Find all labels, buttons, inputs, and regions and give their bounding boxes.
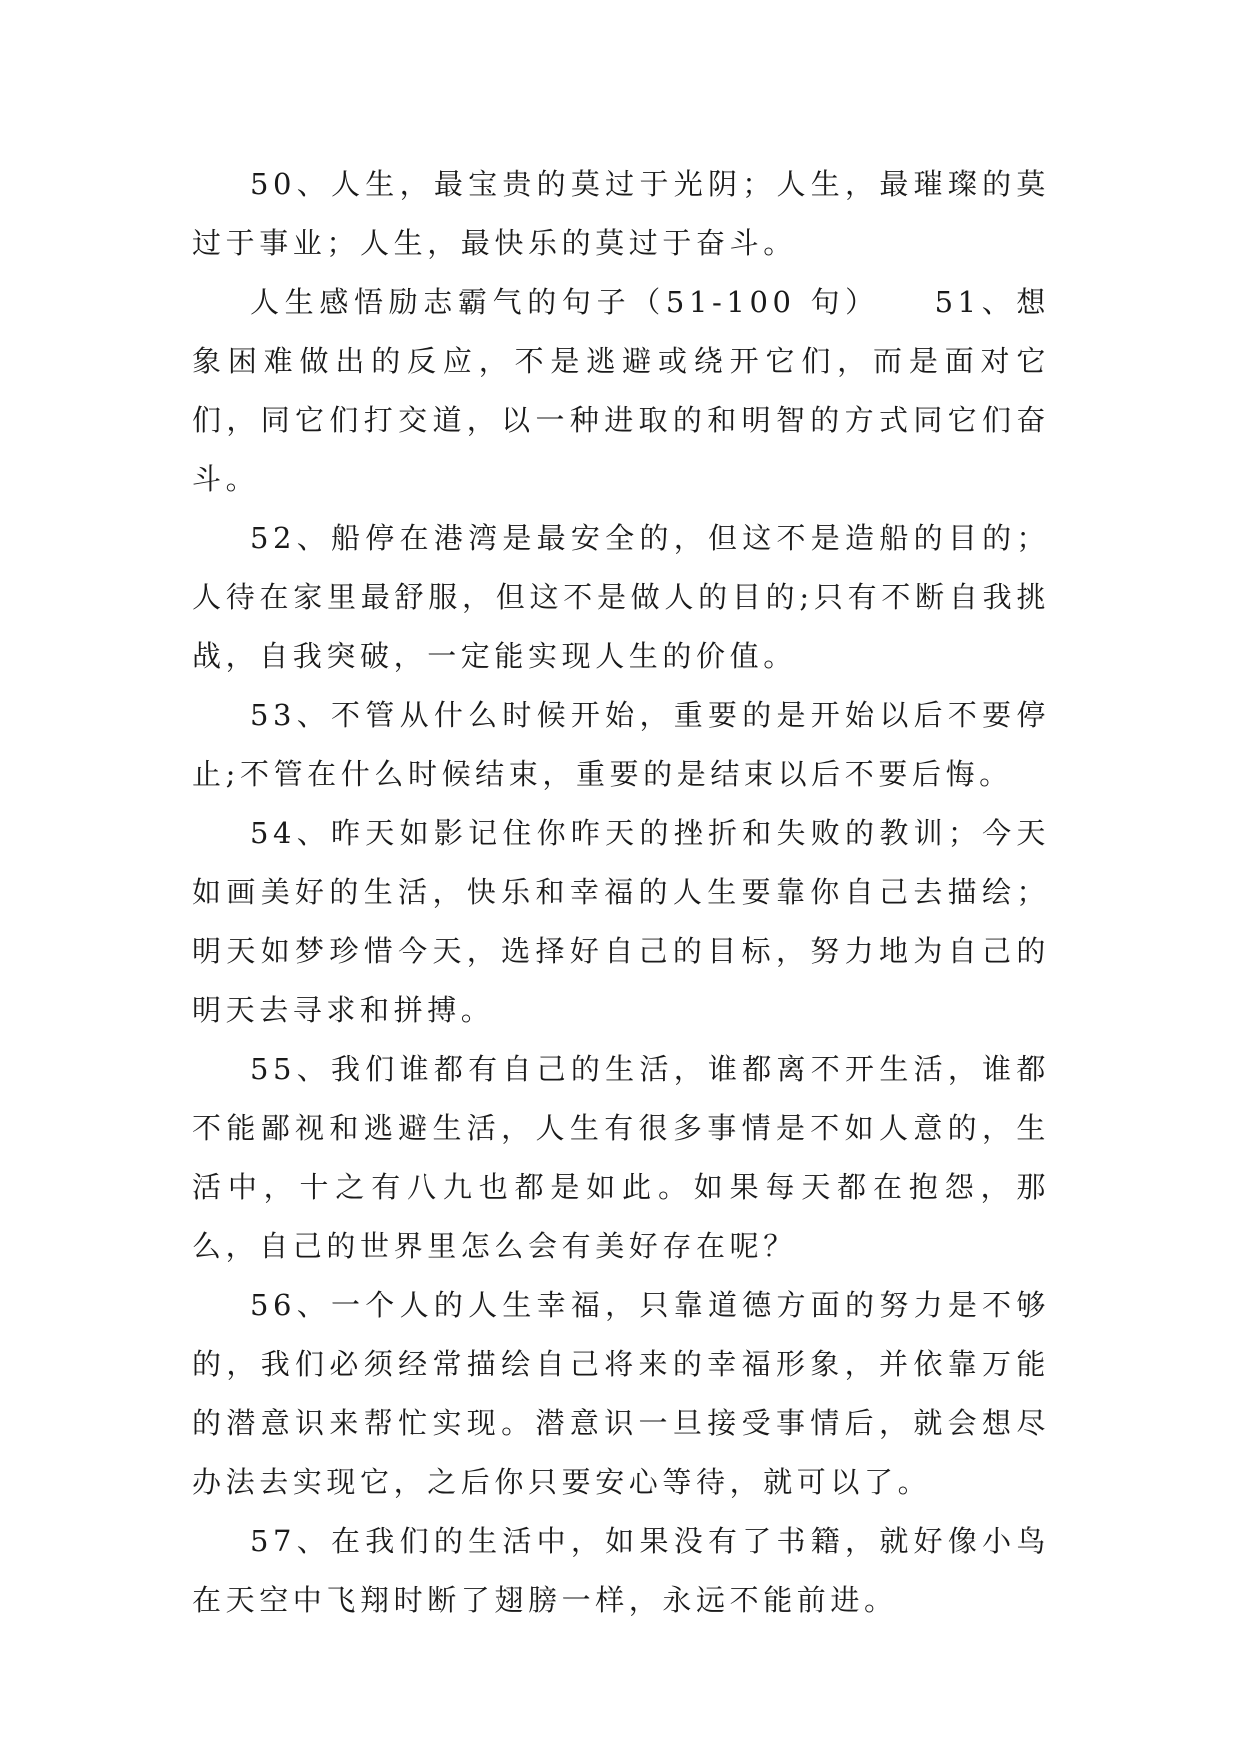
document-body (192, 155, 1050, 1630)
paragraph-55: 55、我们谁都有自己的生活，谁都离不开生活，谁都不能鄙视和逃避生活，人生有很多事情是不如人意的，生活中，十之有八九也都是如此。如果每天都在抱怨，那么，自己的世界里怎么会有美好存在呢？ (192, 1052, 1050, 1263)
paragraph-54: 54、昨天如影记住你昨天的挫折和失败的教训；今天如画美好的生活，快乐和幸福的人生要靠你自己去描绘；明天如梦珍惜今天，选择好自己的目标，努力地为自己的明天去寻求和拼搏。 (192, 816, 1050, 1027)
paragraph-heading-51: 人生感悟励志霸气的句子（51-100 句） 51、想象困难做出的反应，不是逃避或绕开它们，而是面对它们，同它们打交道，以一种进取的和明智的方式同它们奋斗。 (192, 285, 1050, 496)
paragraph-57: 57、在我们的生活中，如果没有了书籍，就好像小鸟在天空中飞翔时断了翅膀一样，永远不能前进。 (192, 1524, 1050, 1617)
paragraph-50: 50、人生，最宝贵的莫过于光阴；人生，最璀璨的莫过于事业；人生，最快乐的莫过于奋斗。 (192, 167, 1050, 260)
paragraph-53: 53、不管从什么时候开始，重要的是开始以后不要停止;不管在什么时候结束，重要的是结束以后不要后悔。 (192, 698, 1050, 791)
paragraph-52: 52、船停在港湾是最安全的，但这不是造船的目的；人待在家里最舒服，但这不是做人的目的;只有不断自我挑战，自我突破，一定能实现人生的价值。 (192, 521, 1050, 673)
paragraph-56: 56、一个人的人生幸福，只靠道德方面的努力是不够的，我们必须经常描绘自己将来的幸福形象，并依靠万能的潜意识来帮忙实现。潜意识一旦接受事情后，就会想尽办法去实现它，之后你只要安心等待，就可以了。 (192, 1288, 1050, 1499)
